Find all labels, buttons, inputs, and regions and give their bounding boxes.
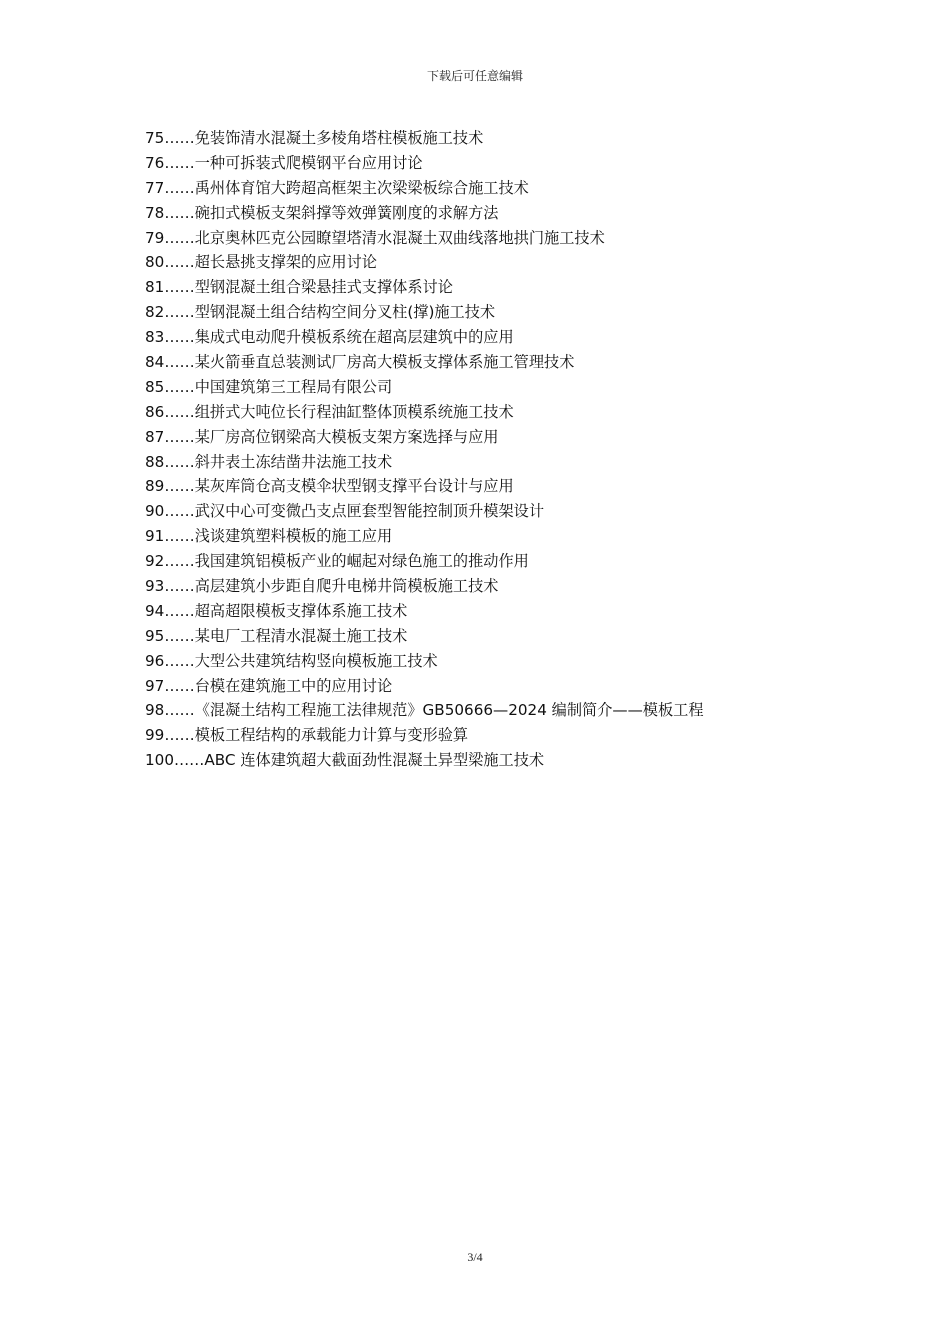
toc-item-80: 80……超长悬挑支撑架的应用讨论 xyxy=(145,253,377,272)
toc-item-81: 81……型钢混凝土组合梁悬挂式支撑体系讨论 xyxy=(145,278,453,297)
toc-item-95: 95……某电厂工程清水混凝土施工技术 xyxy=(145,626,408,645)
page-number: 3/4 xyxy=(467,1250,483,1264)
page-header: 下载后可任意编辑 xyxy=(426,69,523,83)
toc-item-83: 83……集成式电动爬升模板系统在超高层建筑中的应用 xyxy=(145,328,514,347)
toc-item-82: 82……型钢混凝土组合结构空间分叉柱(撑)施工技术 xyxy=(145,303,496,322)
toc-item-85: 85……中国建筑第三工程局有限公司 xyxy=(145,377,393,396)
toc-item-75: 75……免装饰清水混凝土多棱角塔柱模板施工技术 xyxy=(145,129,484,147)
toc-item-94: 94……超高超限模板支撑体系施工技术 xyxy=(145,601,408,620)
toc-item-96: 96……大型公共建筑结构竖向模板施工技术 xyxy=(145,651,438,670)
toc-item-76: 76……一种可拆装式爬模钢平台应用讨论 xyxy=(145,153,423,172)
toc-item-77: 77……禹州体育馆大跨超高框架主次梁梁板综合施工技术 xyxy=(145,178,529,197)
toc-item-91: 91……浅谈建筑塑料模板的施工应用 xyxy=(145,527,393,546)
toc-item-86: 86……组拼式大吨位长行程油缸整体顶模系统施工技术 xyxy=(145,402,514,421)
toc-item-98: 98……《混凝土结构工程施工法律规范》GB50666—2024 编制简介——模板工程 xyxy=(145,701,704,720)
toc-item-93: 93……高层建筑小步距自爬升电梯井筒模板施工技术 xyxy=(145,577,499,596)
toc-item-90: 90……武汉中心可变微凸支点匣套型智能控制顶升模架设计 xyxy=(145,502,545,521)
toc-item-97: 97……台模在建筑施工中的应用讨论 xyxy=(145,676,393,695)
toc-item-92: 92……我国建筑铝模板产业的崛起对绿色施工的推动作用 xyxy=(145,552,529,571)
toc-item-88: 88……斜井表土冻结凿井法施工技术 xyxy=(145,452,393,471)
table-of-contents xyxy=(145,126,865,773)
toc-item-78: 78……碗扣式模板支架斜撑等效弹簧刚度的求解方法 xyxy=(145,203,499,222)
toc-item-99: 99……模板工程结构的承载能力计算与变形验算 xyxy=(145,726,469,745)
toc-item-87: 87……某厂房高位钢梁高大模板支架方案选择与应用 xyxy=(145,427,499,446)
toc-item-100: 100……ABC 连体建筑超大截面劲性混凝土异型梁施工技术 xyxy=(145,751,545,770)
toc-item-84: 84……某火箭垂直总装测试厂房高大模板支撑体系施工管理技术 xyxy=(145,353,575,372)
toc-item-89: 89……某灰库筒仓高支模伞状型钢支撑平台设计与应用 xyxy=(145,477,514,496)
toc-item-79: 79……北京奥林匹克公园瞭望塔清水混凝土双曲线落地拱门施工技术 xyxy=(145,228,605,247)
